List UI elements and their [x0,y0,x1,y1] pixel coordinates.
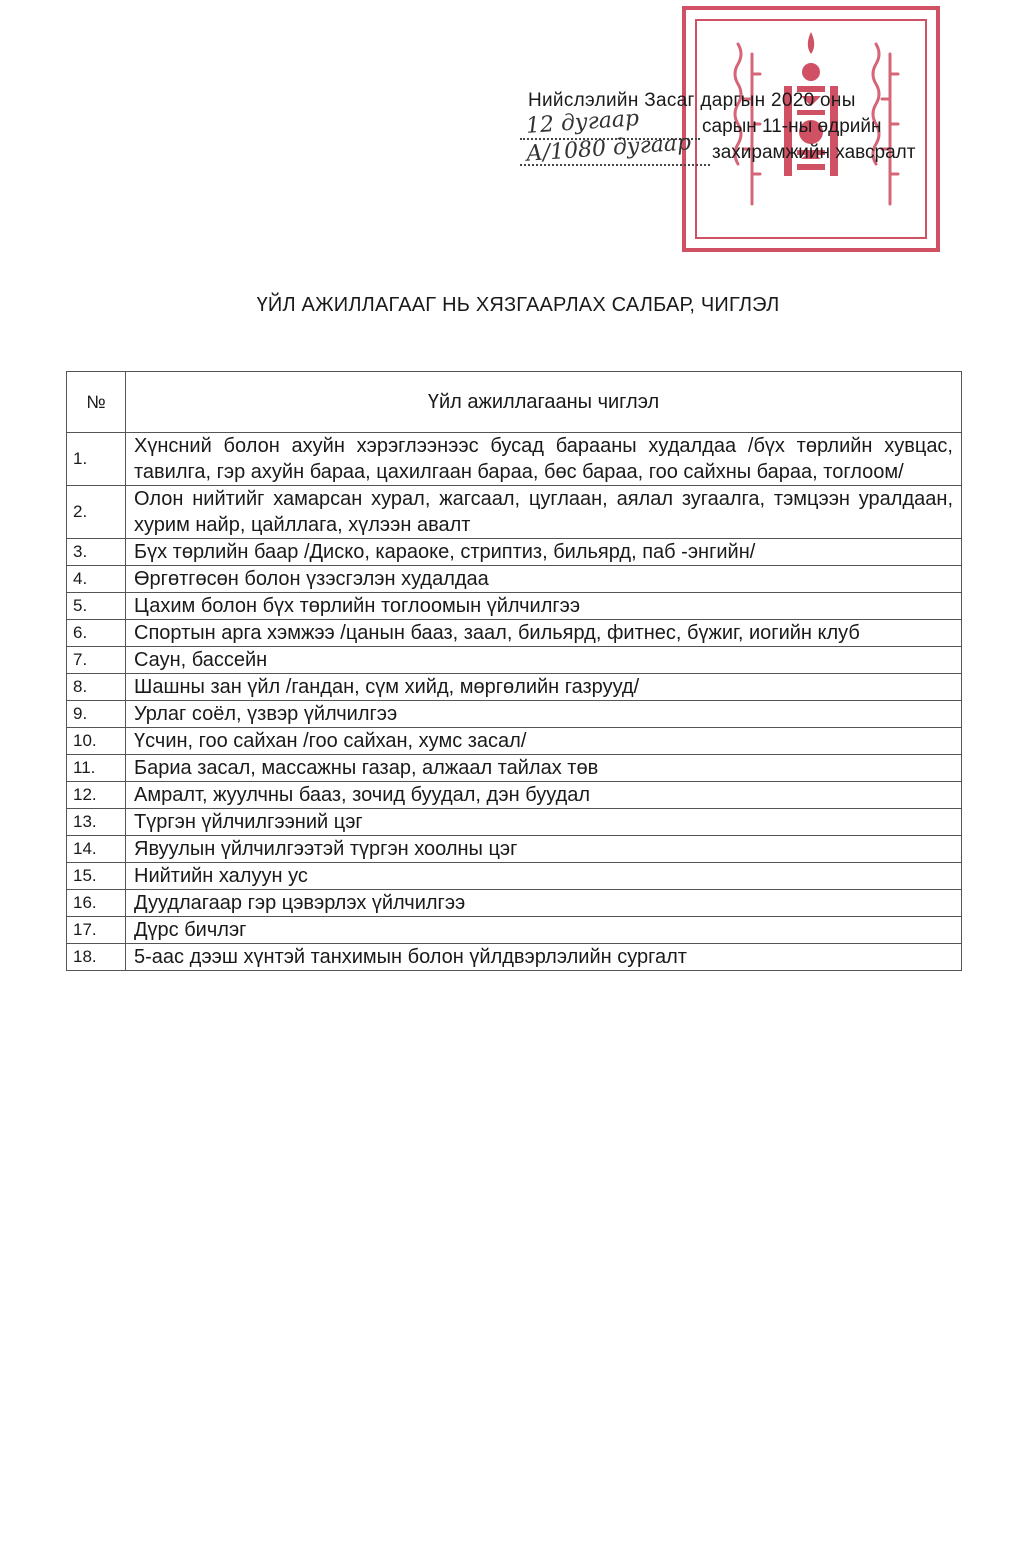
table-row [67,593,962,620]
table-row [67,944,962,971]
table-row [67,728,962,755]
row-activity: Үсчин, гоо сайхан /гоо сайхан, хумс засал/ [126,728,962,755]
row-activity: Түргэн үйлчилгээний цэг [126,809,962,836]
table-row [67,836,962,863]
row-number: 6. [67,620,126,647]
row-activity: Дуудлагаар гэр цэвэрлэх үйлчилгээ [126,890,962,917]
table-row [67,809,962,836]
table-row [67,539,962,566]
header-number: № [67,372,126,433]
table-row [67,755,962,782]
table-row [67,566,962,593]
annex-line-3-text: захирамжийн хавсралт [712,142,916,163]
row-activity: Амралт, жуулчны бааз, зочид буудал, дэн буудал [126,782,962,809]
row-number: 5. [67,593,126,620]
table-row [67,433,962,486]
row-activity: Саун, бассейн [126,647,962,674]
row-number: 4. [67,566,126,593]
row-number: 2. [67,486,126,539]
row-number: 18. [67,944,126,971]
row-number: 16. [67,890,126,917]
row-number: 17. [67,917,126,944]
row-number: 14. [67,836,126,863]
annex-number-blank [520,130,710,167]
restricted-activities-table [66,371,962,971]
table-row [67,620,962,647]
table-row [67,863,962,890]
table-row [67,890,962,917]
annex-line-3 [520,130,970,167]
document-title: ҮЙЛ АЖИЛЛАГААГ НЬ ХЯЗГААРЛАХ САЛБАР, ЧИГЛЭЛ [256,294,780,316]
row-number: 9. [67,701,126,728]
table-row [67,486,962,539]
row-activity: Шашны зан үйл /гандан, сүм хийд, мөргөлийн газрууд/ [126,674,962,701]
row-activity: Бариа засал, массажны газар, алжаал тайлах төв [126,755,962,782]
row-activity: Нийтийн халуун ус [126,863,962,890]
row-number: 7. [67,647,126,674]
table-row [67,674,962,701]
row-activity: Цахим болон бүх төрлийн тоглоомын үйлчилгээ [126,593,962,620]
header-activity: Үйл ажиллагааны чиглэл [126,372,962,433]
row-activity: Бүх төрлийн баар /Диско, караоке, стриптиз, бильярд, паб -энгийн/ [126,539,962,566]
row-number: 15. [67,863,126,890]
row-number: 1. [67,433,126,486]
row-activity: Дүрс бичлэг [126,917,962,944]
row-number: 10. [67,728,126,755]
annex-line-2 [520,106,970,140]
row-activity: Олон нийтийг хамарсан хурал, жагсаал, цуглаан, аялал зугаалга, тэмцээн уралдаан, хурим найр, цайллага, хүлээн авалт [126,486,962,539]
handwritten-order-number: А/1080 дугаар [525,130,692,167]
handwritten-month: 12 дугаар [525,106,640,139]
row-number: 11. [67,755,126,782]
row-activity: Хүнсний болон ахуйн хэрэглээнээс бусад барааны худалдаа /бүх төрлийн хувцас, тавилга, гэр ахуйн бараа, цахилгаан бараа, бөс бараа, гоо сайхны бараа, тоглоом/ [126,433,962,486]
row-activity: Урлаг соёл, үзвэр үйлчилгээ [126,701,962,728]
row-activity: Явуулын үйлчилгээтэй түргэн хоолны цэг [126,836,962,863]
row-activity: 5-аас дээш хүнтэй танхимын болон үйлдвэрлэлийн сургалт [126,944,962,971]
row-number: 3. [67,539,126,566]
table-row [67,917,962,944]
table-row [67,701,962,728]
annex-line-1-text: Нийслэлийн Засаг даргын 2020 оны [528,90,856,111]
row-activity: Спортын арга хэмжээ /цанын бааз, заал, бильярд, фитнес, бүжиг, иогийн клуб [126,620,962,647]
table-row [67,647,962,674]
annex-line-2-text: сарын 11-ны өдрийн [702,116,882,137]
row-number: 13. [67,809,126,836]
table-row [67,782,962,809]
row-activity: Өргөтгөсөн болон үзэсгэлэн худалдаа [126,566,962,593]
table-body [67,433,962,971]
row-number: 12. [67,782,126,809]
annex-header [520,88,970,166]
table-header-row [67,372,962,433]
row-number: 8. [67,674,126,701]
